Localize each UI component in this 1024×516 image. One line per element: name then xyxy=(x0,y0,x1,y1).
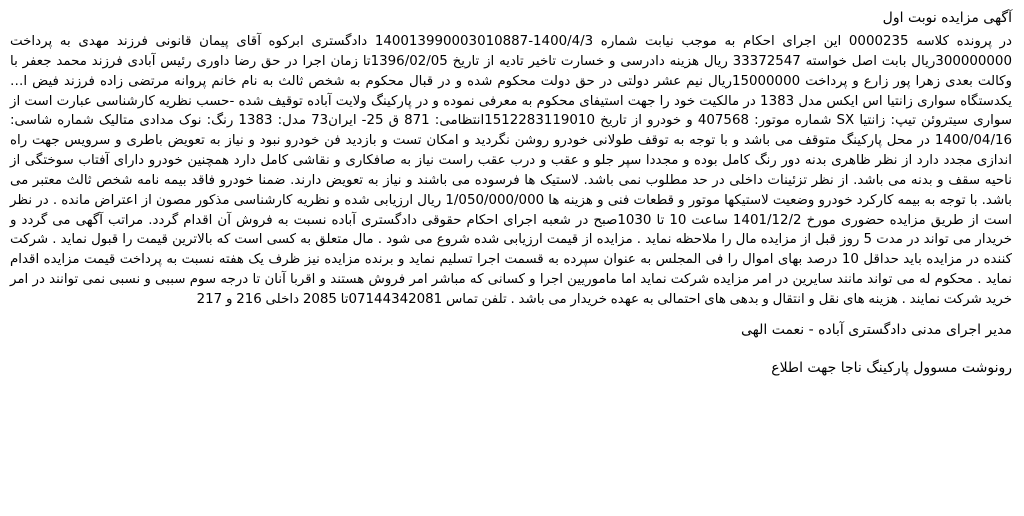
signature-line-copy: رونوشت مسوول پارکینگ ناجا جهت اطلاع xyxy=(771,359,1012,376)
auction-notice xyxy=(8,8,1014,508)
notice-body: در پرونده کلاسه 0000235 این اجرای احکام به موجب نیابت شماره 1400/4/3-140013990003010887 دادگستری ابرکوه آقای پیمان قانونی فرزند مهدی به پرداخت 300000000ریال بابت اصل خواسته 33372547 ریال هزینه دادرسی و خسارت تاخیر تادیه از تاریخ 1396/02/05تا زمان اجرا در حق رضا داوری رئیس آبادی فرزند محمد جعفر با وکالت بعدی زهرا پور زارع و پرداخت 15000000ریال نیم عشر دولتی در حق دولت محکوم شده و در قبال محکوم به شخص ثالث به نام خانم پروانه مرتضی زاده فرزند فیض ا… یکدستگاه سواری زانتیا اس ایکس مدل 1383 در مالکیت خود را جهت استیفای محکوم به معرفی نموده و در پارکینگ ولایت آباده توقیف شده -حسب نظریه کارشناسی عبارت است از سواری سیتروئن تیپ: زانتیا SX شماره موتور: 407568 و خودرو از تاریخ 1512283119010انتظامی: 871 ق 25- ایران73 مدل: 1383 رنگ: نوک مدادی متالیک شماره شاسی: 1400/04/16 در محل پارکینگ متوقف می باشد و با توجه به توقف طولانی خودرو روشن نگردید و امکان تست و بازدید فن خودرو نبود و نیاز به تعویض باطری و سرویس جهت راه اندازی مجدد دارد از نظر ظاهری بدنه دور رنگ کامل بوده و مجددا سپر جلو و عقب و درب عقب راست نیاز به صافکاری و نقاشی کامل دارد همچنین خودرو دارای آفتاب سوختگی از ناحیه سقف و بدنه می باشد. از نظر تزئینات داخلی در حد مطلوب نمی باشد. لاستیک ها فرسوده می باشند و نیاز به تعویض دارند. ضمنا خودرو فاقد بیمه نامه شخص ثالث معتبر می باشد. با توجه به بیمه کارکرد خودرو وضعیت لاستیکها موتور و قطعات فنی و هزینه ها 1/050/000/000 ریال ارزیابی شده و نظریه کارشناسی مذکور مصون از اعتراض مانده . در نظر است از طریق مزایده حضوری مورخ 1401/12/2 ساعت 10 تا 1030صبح در شعبه اجرای احکام حقوقی دادگستری آباده نسبت به فروش آن اقدام گردد. مراتب آگهی می گردد و خریدار می تواند در مدت 5 روز قبل از مزایده مال را ملاحظه نماید . مزایده از قیمت ارزیابی شده شروع می شود . مال متعلق به کسی است که بالاترین قیمت را قبول نماید . شرکت کننده در مزایده باید حداقل 10 درصد بهای اموال را فی المجلس به عنوان سپرده به قسمت اجرا تسلیم نماید و برنده مزایده نیز ظرف یک هفته نسبت به پرداخت قیمت مزایده اقدام نماید . محکوم له می تواند مانند سایرین در امر مزایده شرکت نماید اما ماموریین اجرا و کسانی که مباشر امر فروش هستند و اقربا آنان تا درجه سوم سببی و نسبی نمی توانند در امر خرید شرکت نمایند . هزینه های نقل و انتقال و بدهی های احتمالی به عهده خریدار می باشد . تلفن تماس 07144342081تا 2085 داخلی 216 و 217 xyxy=(10,34,1013,307)
signature-line-manager: مدیر اجرای مدنی دادگستری آباده - نعمت الهی xyxy=(740,321,1012,338)
notice-title: آگهی مزایده نوبت اول xyxy=(882,10,1012,26)
